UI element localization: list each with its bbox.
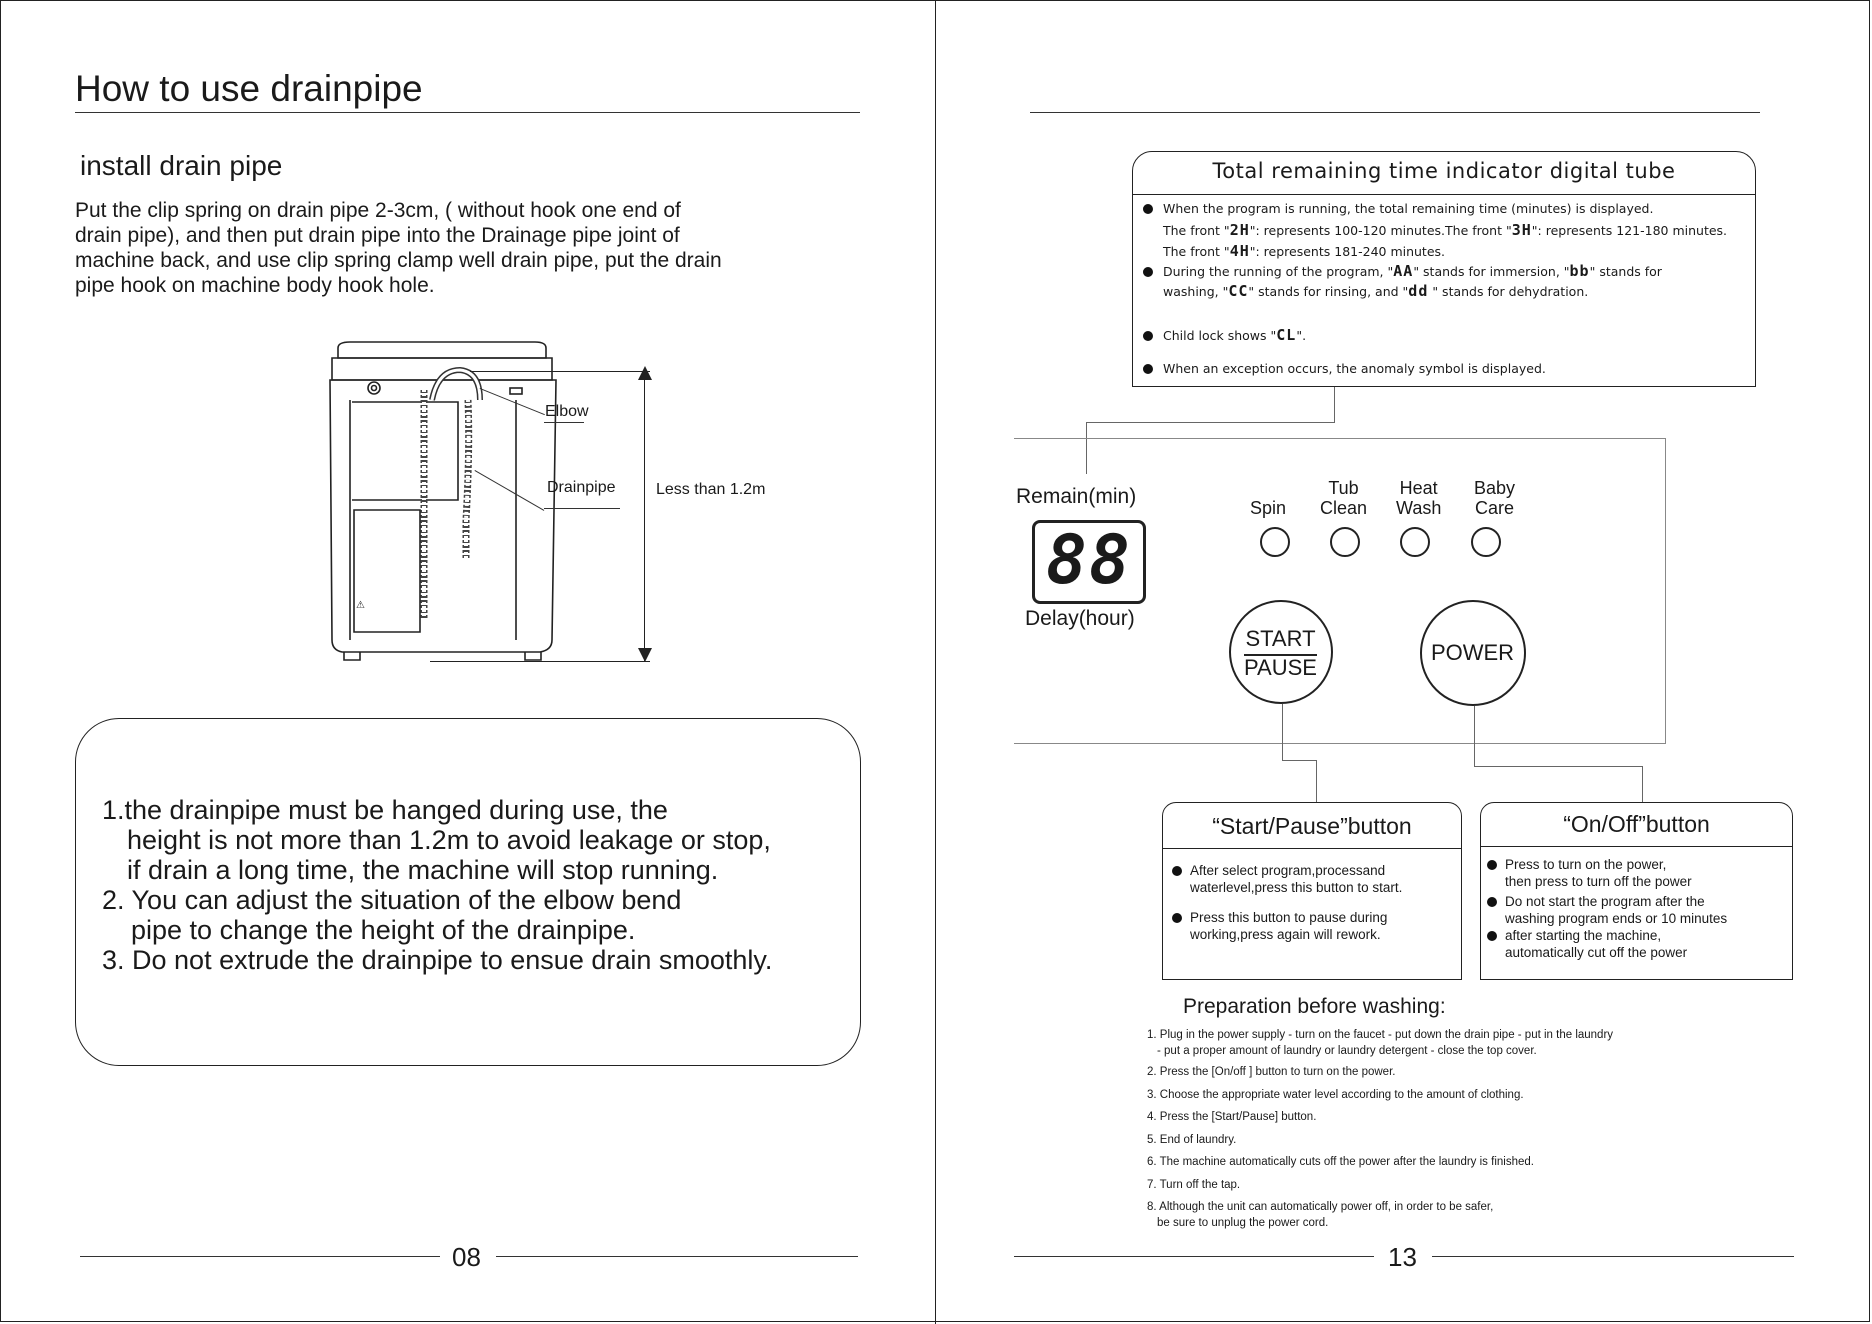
bullet-icon bbox=[1143, 331, 1153, 341]
intro-paragraph bbox=[75, 198, 775, 298]
tub-clean-button[interactable] bbox=[1330, 527, 1360, 557]
indicator-bullet: When the program is running, the total remaining time (minutes) is displayed. bbox=[1143, 201, 1653, 216]
bullet-icon bbox=[1143, 364, 1153, 374]
drainpipe-label: Drainpipe bbox=[547, 479, 616, 496]
tub-clean-label: Tub Clean bbox=[1320, 478, 1368, 518]
bullet-icon bbox=[1143, 204, 1153, 214]
height-label: Less than 1.2m bbox=[656, 481, 766, 498]
seg-AA-symbol: AA bbox=[1393, 262, 1414, 280]
note-line: pipe to change the height of the drainpipe. bbox=[131, 915, 636, 945]
svg-text:⚠: ⚠ bbox=[356, 600, 365, 611]
seg-CL-symbol: CL bbox=[1276, 326, 1297, 344]
note-line: 1.the drainpipe must be hanged during use, the bbox=[102, 795, 668, 825]
header-rule bbox=[1030, 112, 1760, 113]
page-fold-line bbox=[935, 0, 936, 1324]
connector-line bbox=[1642, 766, 1643, 802]
preparation-step: 5. End of laundry. bbox=[1147, 1134, 1237, 1146]
power-label: POWER bbox=[1430, 640, 1515, 665]
intro-line: machine back, and use clip spring clamp well drain pipe, put the drain bbox=[75, 249, 722, 272]
bullet-icon bbox=[1487, 931, 1497, 941]
washing-machine-drainpipe-illustration bbox=[320, 340, 660, 670]
footer-rule-right bbox=[1432, 1256, 1794, 1257]
indicator-line: The front "2H": represents 100-120 minutes.The front "3H": represents 121-180 minutes. bbox=[1163, 221, 1728, 239]
indicator-bullet: During the running of the program, "AA" stands for immersion, "bb" stands for bbox=[1143, 262, 1662, 280]
bullet-icon bbox=[1487, 897, 1497, 907]
connector-line bbox=[1474, 766, 1642, 767]
footer-rule-left bbox=[80, 1256, 440, 1257]
bullet-icon bbox=[1172, 866, 1182, 876]
panel-top-edge bbox=[1014, 438, 1074, 439]
arrow-down-icon bbox=[638, 648, 652, 662]
connector-line bbox=[1282, 760, 1316, 761]
indicator-line: washing, "CC" stands for rinsing, and "dd " stands for dehydration. bbox=[1163, 282, 1589, 300]
arrow-up-icon bbox=[638, 366, 652, 380]
connector-line bbox=[1086, 422, 1334, 423]
bullet-icon bbox=[1487, 860, 1497, 870]
section-subtitle: install drain pipe bbox=[80, 150, 283, 181]
start-pause-button[interactable] bbox=[1229, 600, 1333, 704]
top-extension-line bbox=[470, 371, 650, 372]
preparation-step: 8. Although the unit can automatically power off, in order to be safer, be sure to unplug the power cord. bbox=[1147, 1201, 1494, 1229]
indicator-bullet: When an exception occurs, the anomaly symbol is displayed. bbox=[1143, 361, 1546, 376]
power-button[interactable] bbox=[1420, 600, 1526, 706]
onoff-box-divider bbox=[1481, 846, 1792, 847]
intro-line: drain pipe), and then put drain pipe into the Drainage pipe joint of bbox=[75, 224, 680, 247]
digital-display bbox=[1032, 520, 1146, 604]
preparation-step: 1. Plug in the power supply - turn on the faucet - put down the drain pipe - put in the laundry - put a proper amount of laundry or laundry detergent - close the top cover. bbox=[1147, 1029, 1614, 1057]
baby-care-label: Baby Care bbox=[1474, 478, 1516, 518]
start-pause-bullet: Press this button to pause during working,press again will rework. bbox=[1172, 909, 1387, 943]
preparation-step: 7. Turn off the tap. bbox=[1147, 1179, 1241, 1191]
indicator-title-divider bbox=[1133, 194, 1755, 195]
start-pause-box-title: “Start/Pause”button bbox=[1212, 813, 1412, 839]
elbow-label: Elbow bbox=[545, 403, 589, 420]
start-pause-bullet: After select program,processand waterlevel,press this button to start. bbox=[1172, 862, 1402, 896]
preparation-title: Preparation before washing: bbox=[1183, 995, 1446, 1018]
indicator-title: Total remaining time indicator digital tube bbox=[1212, 159, 1676, 183]
baby-care-button[interactable] bbox=[1471, 527, 1501, 557]
page-number-left: 08 bbox=[452, 1242, 481, 1272]
intro-line: Put the clip spring on drain pipe 2-3cm, ( without hook one end of bbox=[75, 199, 681, 222]
start-label: START bbox=[1245, 626, 1316, 651]
bottom-extension-line bbox=[430, 661, 650, 662]
note-line: 2. You can adjust the situation of the elbow bend bbox=[102, 885, 682, 915]
onoff-box-title: “On/Off”button bbox=[1563, 811, 1710, 837]
indicator-bullet: Child lock shows "CL". bbox=[1143, 326, 1306, 344]
page-number-right: 13 bbox=[1388, 1242, 1417, 1272]
heat-wash-button[interactable] bbox=[1400, 527, 1430, 557]
onoff-bullet: Press to turn on the power, then press to turn off the power bbox=[1487, 856, 1692, 890]
bullet-icon bbox=[1172, 913, 1182, 923]
note-line: 3. Do not extrude the drainpipe to ensue drain smoothly. bbox=[102, 945, 773, 975]
seg-CC-symbol: CC bbox=[1228, 282, 1249, 300]
seg-2H-symbol: 2H bbox=[1229, 221, 1250, 239]
seg-bb-symbol: bb bbox=[1569, 262, 1590, 280]
connector-line bbox=[1334, 387, 1335, 423]
note-line: if drain a long time, the machine will stop running. bbox=[127, 855, 719, 885]
drainpipe-underline bbox=[544, 508, 620, 509]
connector-line bbox=[1474, 706, 1475, 766]
delay-label: Delay(hour) bbox=[1025, 607, 1135, 630]
indicator-line: The front "4H": represents 181-240 minutes. bbox=[1163, 242, 1446, 260]
seg-3H-symbol: 3H bbox=[1511, 221, 1532, 239]
seg-dd-symbol: dd bbox=[1408, 282, 1429, 300]
preparation-step: 4. Press the [Start/Pause] button. bbox=[1147, 1111, 1317, 1123]
spin-button[interactable] bbox=[1260, 527, 1290, 557]
start-pause-box-divider bbox=[1163, 848, 1461, 849]
connector-line bbox=[1316, 760, 1317, 802]
footer-rule-right bbox=[496, 1256, 858, 1257]
notes-list bbox=[102, 795, 772, 975]
footer-rule-left bbox=[1014, 1256, 1374, 1257]
remain-label: Remain(min) bbox=[1016, 485, 1137, 508]
preparation-step: 3. Choose the appropriate water level according to the amount of clothing. bbox=[1147, 1089, 1524, 1101]
onoff-bullet: Do not start the program after the washing program ends or 10 minutes bbox=[1487, 893, 1727, 927]
spin-label: Spin bbox=[1250, 498, 1287, 518]
note-line: height is not more than 1.2m to avoid leakage or stop, bbox=[127, 825, 771, 855]
preparation-step: 6. The machine automatically cuts off the power after the laundry is finished. bbox=[1147, 1156, 1534, 1168]
bullet-icon bbox=[1143, 267, 1153, 277]
connector-line bbox=[1282, 704, 1283, 760]
seg-4H-symbol: 4H bbox=[1229, 242, 1250, 260]
intro-line: pipe hook on machine body hook hole. bbox=[75, 274, 435, 297]
height-dimension-line bbox=[644, 372, 645, 662]
page-title: How to use drainpipe bbox=[75, 68, 423, 109]
heat-wash-label: Heat Wash bbox=[1396, 478, 1442, 518]
display-digits: 88 bbox=[1046, 521, 1132, 600]
onoff-bullet: after starting the machine, automatically cut off the power bbox=[1487, 927, 1687, 961]
elbow-underline bbox=[544, 422, 584, 423]
preparation-step: 2. Press the [On/off ] button to turn on the power. bbox=[1147, 1066, 1396, 1078]
title-rule bbox=[75, 112, 860, 113]
pause-label: PAUSE bbox=[1244, 655, 1317, 680]
